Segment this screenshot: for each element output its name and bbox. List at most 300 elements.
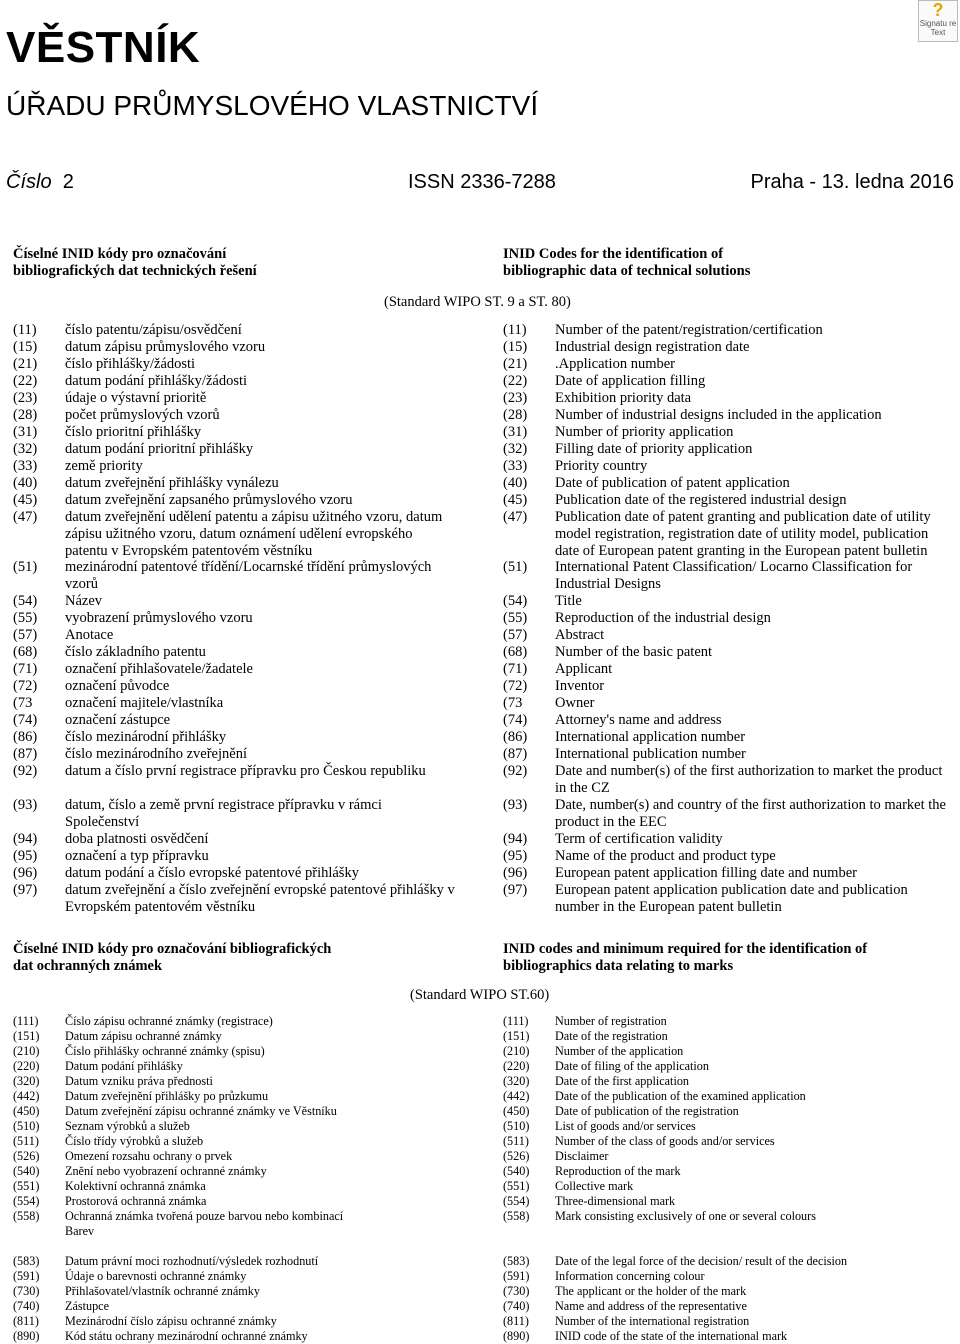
list-item — [13, 678, 458, 695]
list-item — [503, 356, 953, 373]
inid-code: (55) — [503, 610, 528, 627]
list-item — [13, 492, 458, 509]
list-item — [503, 390, 953, 407]
inid-description: datum zveřejnění přihlášky vynálezu — [65, 475, 279, 491]
list-item — [13, 865, 458, 882]
inid-code: (57) — [13, 627, 38, 644]
list-item — [13, 559, 458, 593]
inid-code: (96) — [503, 865, 528, 882]
tech-heading-cz — [13, 246, 257, 280]
inid-description: Publication date of the registered industrial design — [555, 492, 847, 508]
list-item — [503, 712, 953, 729]
inid-code: (93) — [13, 797, 38, 814]
issue-number — [6, 168, 74, 196]
list-item — [13, 1194, 373, 1209]
inid-code: (94) — [13, 831, 38, 848]
list-item — [13, 1284, 373, 1299]
inid-code: (450) — [13, 1104, 40, 1118]
list-item — [503, 1059, 953, 1074]
signature-badge-text: Signatu re Text — [919, 19, 957, 37]
inid-description: Date of the legal force of the decision/ result of the decision — [555, 1254, 848, 1268]
list-item — [503, 373, 953, 390]
list-item — [13, 390, 458, 407]
list-item — [503, 610, 953, 627]
inid-description: datum, číslo a země první registrace přípravku v rámci Společenství — [65, 797, 382, 831]
inid-description: Number of the patent/registration/certification — [555, 322, 823, 338]
inid-description: Date and number(s) of the first authorization to market the product in the CZ — [555, 763, 943, 797]
inid-code: (31) — [13, 424, 38, 440]
list-item — [13, 1209, 373, 1238]
list-item — [13, 746, 458, 763]
inid-description: datum zveřejnění zapsaného průmyslového vzoru — [65, 492, 353, 508]
list-item — [503, 661, 953, 678]
inid-code: (210) — [13, 1044, 40, 1058]
list-item — [13, 1179, 373, 1194]
inid-code: (583) — [503, 1254, 530, 1268]
inid-description: Inventor — [555, 678, 605, 695]
list-item — [503, 763, 953, 797]
inid-code: (33) — [13, 458, 38, 474]
inid-code: (111) — [13, 1014, 39, 1028]
inid-code: (86) — [503, 729, 528, 746]
inid-code: (51) — [503, 559, 528, 576]
inid-description: označení zástupce — [65, 712, 171, 729]
place-date: Praha - 13. ledna 2016 — [750, 171, 954, 193]
inid-description: mezinárodní patentové třídění/Locarnské třídění průmyslových vzorů — [65, 559, 432, 593]
inid-description: Term of certification validity — [555, 831, 723, 848]
inid-description: Datum zveřejnění přihlášky po průzkumu — [65, 1089, 269, 1103]
inid-description: Číslo třídy výrobků a služeb — [65, 1134, 204, 1148]
inid-code: (45) — [13, 492, 38, 508]
inid-code: (890) — [503, 1329, 530, 1343]
inid-code: (71) — [503, 661, 528, 678]
list-item — [503, 1194, 953, 1209]
inid-code: (47) — [503, 509, 528, 525]
inid-description: Seznam výrobků a služeb — [65, 1119, 190, 1133]
list-item — [13, 831, 458, 848]
list-item — [503, 1104, 953, 1119]
list-item — [503, 1284, 953, 1299]
inid-code: (220) — [13, 1059, 40, 1073]
inid-description: Kód státu ochrany mezinárodní ochranné známky — [65, 1329, 308, 1344]
inid-description: číslo mezinárodního zveřejnění — [65, 746, 247, 763]
inid-code: (554) — [13, 1194, 40, 1208]
list-item — [13, 627, 458, 644]
inid-description: Datum podání přihlášky — [65, 1059, 183, 1073]
list-item — [503, 1119, 953, 1134]
list-item — [503, 1149, 953, 1164]
inid-code: (94) — [503, 831, 528, 848]
inid-description: číslo patentu/zápisu/osvědčení — [65, 322, 242, 338]
inid-description: Industrial design registration date — [555, 339, 750, 355]
list-item — [13, 1074, 373, 1089]
inid-code: (510) — [13, 1119, 40, 1133]
inid-code: (72) — [13, 678, 38, 695]
inid-code: (73 — [13, 695, 33, 712]
inid-description: Reproduction of the mark — [555, 1164, 681, 1178]
inid-code: (22) — [13, 373, 38, 389]
list-item — [13, 356, 458, 373]
inid-code: (73 — [503, 695, 523, 712]
list-item — [503, 865, 953, 882]
inid-description: Exhibition priority data — [555, 390, 692, 406]
list-item — [503, 831, 953, 848]
inid-description: datum podání přihlášky/žádosti — [65, 373, 248, 389]
inid-description: číslo mezinárodní přihlášky — [65, 729, 227, 746]
list-item — [13, 1014, 373, 1029]
list-item — [13, 882, 458, 916]
inid-description: datum zveřejnění a číslo zveřejnění evropské patentové přihlášky v Evropském patentovém věstníku — [65, 882, 455, 916]
inid-code: (28) — [13, 407, 38, 423]
inid-description: Ochranná známka tvořená pouze barvou nebo kombinací Barev — [65, 1209, 344, 1238]
inid-description: datum a číslo první registrace přípravku pro Českou republiku — [65, 763, 426, 780]
inid-description: Datum vzniku práva přednosti — [65, 1074, 213, 1088]
inid-description: Date of application filling — [555, 373, 706, 389]
inid-description: počet průmyslových vzorů — [65, 407, 220, 423]
inid-code: (28) — [503, 407, 528, 423]
inid-code: (220) — [503, 1059, 530, 1073]
inid-description: datum zveřejnění udělení patentu a zápisu užitného vzoru, datum zápisu užitného vzoru, datum oznámení udělení evropského patentu v Evropském patentovém věstníku — [65, 509, 443, 559]
list-item — [13, 509, 458, 559]
inid-description: číslo prioritní přihlášky — [65, 424, 202, 440]
inid-code: (551) — [503, 1179, 530, 1193]
issue-number-value: 2 — [62, 171, 74, 193]
inid-code: (51) — [13, 559, 38, 576]
inid-code: (11) — [13, 322, 37, 338]
inid-code: (92) — [503, 763, 528, 780]
list-item — [13, 712, 458, 729]
inid-code: (526) — [13, 1149, 40, 1163]
inid-description: Disclaimer — [555, 1149, 609, 1163]
inid-description: Datum právní moci rozhodnutí/výsledek rozhodnutí — [65, 1254, 319, 1269]
inid-description: Three-dimensional mark — [555, 1194, 676, 1208]
inid-description: Kolektivní ochranná známka — [65, 1179, 206, 1193]
inid-description: Datum zápisu ochranné známky — [65, 1029, 222, 1043]
list-item — [503, 1209, 953, 1238]
inid-description: označení přihlašovatele/žadatele — [65, 661, 253, 678]
inid-code: (32) — [503, 441, 528, 457]
inid-description: Date of publication of the registration — [555, 1104, 739, 1118]
inid-code: (11) — [503, 322, 527, 338]
inid-code: (74) — [13, 712, 38, 729]
marks-heading-cz-line2: dat ochranných známek — [13, 958, 163, 974]
inid-description: Date of the first application — [555, 1074, 690, 1088]
inid-code: (54) — [503, 593, 528, 610]
inid-description: Omezení rozsahu ochrany o prvek — [65, 1149, 233, 1163]
inid-code: (31) — [503, 424, 528, 440]
inid-code: (450) — [503, 1104, 530, 1118]
inid-code: (511) — [13, 1134, 39, 1148]
tech-heading-en-line1: INID Codes for the identification of — [503, 246, 724, 262]
inid-description: Number of priority application — [555, 424, 734, 440]
signature-badge[interactable] — [918, 0, 958, 42]
inid-code: (87) — [13, 746, 38, 763]
journal-title: VĚSTNÍK — [6, 23, 201, 72]
inid-description: Přihlašovatel/vlastník ochranné známky — [65, 1284, 260, 1299]
inid-code: (21) — [13, 356, 38, 372]
inid-description: označení původce — [65, 678, 170, 695]
list-item — [503, 424, 953, 441]
inid-description: European patent application publication date and publication number in the European patent bulletin — [555, 882, 908, 916]
list-item — [13, 695, 458, 712]
inid-code: (32) — [13, 441, 38, 457]
journal-subtitle: ÚŘADU PRŮMYSLOVÉHO VLASTNICTVÍ — [6, 90, 539, 121]
inid-code: (210) — [503, 1044, 530, 1058]
list-item — [503, 509, 953, 559]
list-item — [503, 1269, 953, 1284]
list-item — [13, 610, 458, 627]
inid-code: (442) — [503, 1089, 530, 1103]
list-item — [13, 1299, 373, 1314]
list-item — [13, 1059, 373, 1074]
inid-description: datum podání prioritní přihlášky — [65, 441, 254, 457]
list-item — [503, 848, 953, 865]
inid-code: (74) — [503, 712, 528, 729]
inid-description: Date of publication of patent application — [555, 475, 790, 491]
inid-description: vyobrazení průmyslového vzoru — [65, 610, 253, 627]
list-item — [13, 1089, 373, 1104]
list-item — [503, 339, 953, 356]
inid-code: (730) — [13, 1284, 40, 1299]
list-item — [503, 492, 953, 509]
inid-code: (890) — [13, 1329, 40, 1344]
list-item — [13, 644, 458, 661]
inid-description: Name and address of the representative — [555, 1299, 747, 1313]
inid-description: Number of the international registration — [555, 1314, 750, 1328]
list-item — [13, 661, 458, 678]
inid-description: Abstract — [555, 627, 605, 644]
inid-code: (15) — [13, 339, 38, 355]
inid-description: Title — [555, 593, 582, 610]
inid-code: (55) — [13, 610, 38, 627]
signature-icon: ? — [932, 0, 944, 20]
inid-description: Mezinárodní číslo zápisu ochranné známky — [65, 1314, 277, 1329]
list-item — [503, 1029, 953, 1044]
inid-code: (811) — [13, 1314, 39, 1329]
inid-description: Anotace — [65, 627, 114, 644]
list-item — [503, 458, 953, 475]
list-item — [503, 1074, 953, 1089]
inid-description: Priority country — [555, 458, 648, 474]
inid-description: Mark consisting exclusively of one or several colours — [555, 1209, 816, 1223]
marks-list-en — [503, 1014, 953, 1344]
inid-description: údaje o výstavní prioritě — [65, 390, 207, 406]
inid-description: Prostorová ochranná známka — [65, 1194, 207, 1208]
tech-heading-en — [503, 246, 750, 280]
list-item — [503, 797, 953, 831]
inid-code: (93) — [503, 797, 528, 814]
inid-description: Owner — [555, 695, 595, 712]
list-item — [503, 627, 953, 644]
inid-code: (740) — [503, 1299, 530, 1313]
list-item — [13, 1029, 373, 1044]
inid-code: (558) — [503, 1209, 530, 1223]
inid-description: International Patent Classification/ Locarno Classification for Industrial Designs — [555, 559, 913, 593]
inid-description: Publication date of patent granting and publication date of utility model registration, registration date of utility model, publication date of European patent granting in the European patent bulletin — [555, 509, 931, 559]
inid-code: (442) — [13, 1089, 40, 1103]
list-item — [13, 441, 458, 458]
inid-description: Number of registration — [555, 1014, 667, 1028]
list-item — [13, 1314, 373, 1329]
inid-code: (54) — [13, 593, 38, 610]
inid-description: Attorney's name and address — [555, 712, 722, 729]
list-item — [503, 1044, 953, 1059]
list-item — [503, 407, 953, 424]
inid-code: (92) — [13, 763, 38, 780]
inid-code: (72) — [503, 678, 528, 695]
inid-description: Číslo přihlášky ochranné známky (spisu) — [65, 1044, 265, 1058]
inid-description: doba platnosti osvědčení — [65, 831, 209, 848]
list-item — [13, 1134, 373, 1149]
inid-code: (68) — [503, 644, 528, 661]
tech-heading-en-line2: bibliographic data of technical solutions — [503, 263, 751, 279]
inid-code: (47) — [13, 509, 38, 525]
list-item — [13, 373, 458, 390]
list-item — [13, 424, 458, 441]
inid-description: Information concerning colour — [555, 1269, 705, 1283]
inid-description: Number of the basic patent — [555, 644, 713, 661]
inid-code: (526) — [503, 1149, 530, 1163]
inid-code: (97) — [13, 882, 38, 899]
marks-heading-en — [503, 941, 867, 975]
inid-code: (22) — [503, 373, 528, 389]
inid-code: (97) — [503, 882, 528, 899]
list-item — [13, 1329, 373, 1344]
list-item — [13, 1164, 373, 1179]
inid-description: země priority — [65, 458, 143, 474]
list-item — [503, 1329, 953, 1344]
inid-code: (23) — [503, 390, 528, 406]
list-item — [13, 339, 458, 356]
inid-code: (96) — [13, 865, 38, 882]
inid-code: (151) — [503, 1029, 530, 1043]
list-item — [13, 322, 458, 339]
inid-code: (68) — [13, 644, 38, 661]
list-item — [503, 729, 953, 746]
inid-code: (151) — [13, 1029, 40, 1043]
inid-code: (551) — [13, 1179, 40, 1193]
inid-code: (583) — [13, 1254, 40, 1269]
inid-code: (21) — [503, 356, 528, 372]
list-item — [503, 678, 953, 695]
inid-description: Number of the class of goods and/or services — [555, 1134, 775, 1148]
inid-description: označení a typ přípravku — [65, 848, 209, 865]
tech-standard: (Standard WIPO ST. 9 a ST. 80) — [384, 294, 571, 310]
inid-code: (111) — [503, 1014, 529, 1028]
inid-code: (40) — [503, 475, 528, 491]
inid-description: datum zápisu průmyslového vzoru — [65, 339, 266, 355]
inid-code: (71) — [13, 661, 38, 678]
inid-code: (57) — [503, 627, 528, 644]
inid-description: Znění nebo vyobrazení ochranné známky — [65, 1164, 267, 1178]
list-item — [503, 441, 953, 458]
list-item — [13, 1269, 373, 1284]
inid-description: The applicant or the holder of the mark — [555, 1284, 747, 1298]
inid-code: (811) — [503, 1314, 529, 1328]
inid-code: (591) — [13, 1269, 40, 1284]
inid-code: (23) — [13, 390, 38, 406]
inid-code: (591) — [503, 1269, 530, 1283]
list-item — [13, 1149, 373, 1164]
marks-list-cz — [13, 1014, 373, 1344]
inid-code: (554) — [503, 1194, 530, 1208]
tech-heading-cz-line2: bibliografických dat technických řešení — [13, 263, 257, 279]
inid-code: (320) — [503, 1074, 530, 1088]
inid-description: Reproduction of the industrial design — [555, 610, 771, 627]
tech-list-cz — [13, 322, 458, 916]
list-item — [13, 458, 458, 475]
list-item — [13, 1119, 373, 1134]
list-item — [13, 848, 458, 865]
marks-heading-en-line1: INID codes and minimum required for the identification of — [503, 941, 868, 957]
inid-code: (87) — [503, 746, 528, 763]
inid-description: označení majitele/vlastníka — [65, 695, 224, 712]
inid-code: (95) — [503, 848, 528, 865]
inid-description: Applicant — [555, 661, 613, 678]
list-item — [503, 1134, 953, 1149]
inid-code: (740) — [13, 1299, 40, 1314]
inid-code: (558) — [13, 1209, 40, 1223]
inid-description: Date of the publication of the examined application — [555, 1089, 806, 1103]
marks-heading-en-line2: bibliographics data relating to marks — [503, 958, 734, 974]
inid-description: International application number — [555, 729, 746, 746]
inid-description: Číslo zápisu ochranné známky (registrace) — [65, 1014, 273, 1028]
inid-description: Number of the application — [555, 1044, 684, 1058]
list-item — [13, 475, 458, 492]
inid-description: Filling date of priority application — [555, 441, 753, 457]
inid-description: List of goods and/or services — [555, 1119, 696, 1133]
inid-code: (33) — [503, 458, 528, 474]
tech-heading-cz-line1: Číselné INID kódy pro označování — [13, 246, 227, 262]
inid-description: Údaje o barevnosti ochranné známky — [65, 1269, 247, 1284]
list-item — [503, 1164, 953, 1179]
inid-description: Name of the product and product type — [555, 848, 776, 865]
inid-description: .Application number — [555, 356, 676, 372]
list-item — [503, 1254, 953, 1269]
list-item — [13, 729, 458, 746]
list-item — [503, 746, 953, 763]
inid-code: (730) — [503, 1284, 530, 1298]
inid-description: Date, number(s) and country of the first authorization to market the product in the EEC — [555, 797, 946, 831]
inid-code: (86) — [13, 729, 38, 746]
inid-code: (15) — [503, 339, 528, 355]
inid-description: INID code of the state of the international mark — [555, 1329, 788, 1343]
list-item — [503, 1314, 953, 1329]
inid-code: (45) — [503, 492, 528, 508]
tech-list-en — [503, 322, 953, 916]
inid-description: číslo přihlášky/žádosti — [65, 356, 196, 372]
inid-code: (540) — [13, 1164, 40, 1178]
list-item — [13, 1104, 373, 1119]
inid-code: (510) — [503, 1119, 530, 1133]
list-item — [503, 1089, 953, 1104]
list-item — [13, 763, 458, 797]
marks-standard: (Standard WIPO ST.60) — [410, 987, 550, 1003]
marks-heading-cz — [13, 941, 331, 975]
inid-description: Collective mark — [555, 1179, 634, 1193]
list-item — [13, 1044, 373, 1059]
list-item — [503, 644, 953, 661]
list-item — [503, 1179, 953, 1194]
list-item — [13, 593, 458, 610]
inid-description: Date of the registration — [555, 1029, 668, 1043]
list-item — [13, 797, 458, 831]
inid-description: Zástupce — [65, 1299, 109, 1314]
inid-description: Název — [65, 593, 103, 610]
marks-heading-cz-line1: Číselné INID kódy pro označování bibliografických — [13, 941, 332, 957]
inid-description: datum podání a číslo evropské patentové přihlášky — [65, 865, 359, 882]
inid-code: (40) — [13, 475, 38, 491]
